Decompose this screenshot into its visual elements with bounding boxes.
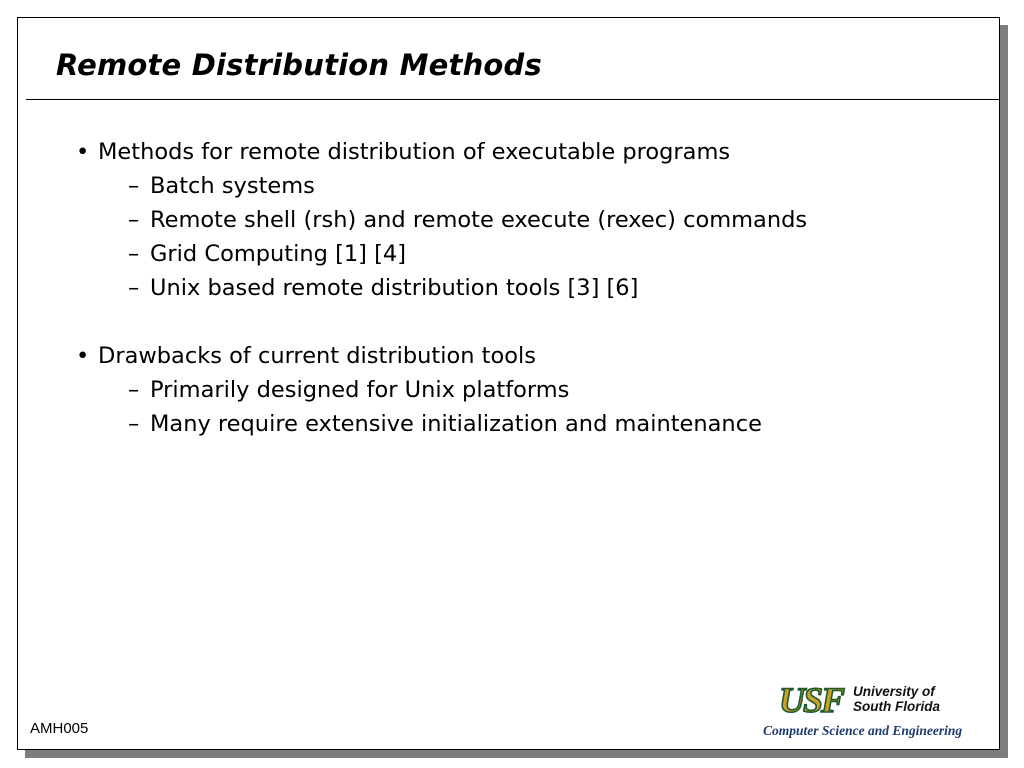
sub-bullet-text: Grid Computing [1] [4]	[150, 241, 406, 267]
sub-bullet-item	[76, 203, 976, 237]
bullet-marker: •	[76, 343, 90, 369]
university-line-2: South Florida	[853, 699, 940, 714]
sub-bullet-marker: –	[128, 377, 140, 403]
sub-bullet-marker: –	[128, 173, 140, 199]
sub-bullet-marker: –	[128, 241, 140, 267]
sub-bullet-marker: –	[128, 411, 140, 437]
bullet-text: Drawbacks of current distribution tools	[98, 343, 536, 369]
sub-bullet-text: Batch systems	[150, 173, 315, 199]
bullet-group	[76, 135, 976, 305]
sub-bullet-item	[76, 271, 976, 305]
bullet-item	[76, 135, 976, 169]
usf-department-name: Computer Science and Engineering	[763, 723, 963, 738]
bullet-group	[76, 339, 976, 441]
sub-bullet-item	[76, 373, 976, 407]
slide	[17, 17, 1000, 750]
sub-bullet-text: Unix based remote distribution tools [3] [6]	[150, 275, 639, 301]
sub-bullet-marker: –	[128, 275, 140, 301]
slide-content	[76, 135, 976, 475]
sub-bullet-marker: –	[128, 207, 140, 233]
sub-bullet-item	[76, 407, 976, 441]
sub-bullet-item	[76, 169, 976, 203]
slide-footer-code: AMH005	[30, 720, 89, 737]
bullet-item	[76, 339, 976, 373]
slide-title: Remote Distribution Methods	[56, 48, 542, 82]
bullet-marker: •	[76, 139, 90, 165]
sub-bullet-text: Remote shell (rsh) and remote execute (rexec) commands	[150, 207, 808, 233]
university-line-1: University of	[853, 684, 935, 699]
usf-logo	[753, 680, 993, 744]
usf-logo-mark-text: USF	[778, 680, 844, 718]
usf-logo-mark	[770, 680, 852, 718]
usf-university-name	[853, 684, 940, 714]
title-divider	[26, 99, 999, 100]
bullet-text: Methods for remote distribution of executable programs	[98, 139, 731, 165]
sub-bullet-item	[76, 237, 976, 271]
sub-bullet-text: Primarily designed for Unix platforms	[150, 377, 570, 403]
sub-bullet-text: Many require extensive initialization and maintenance	[150, 411, 762, 437]
